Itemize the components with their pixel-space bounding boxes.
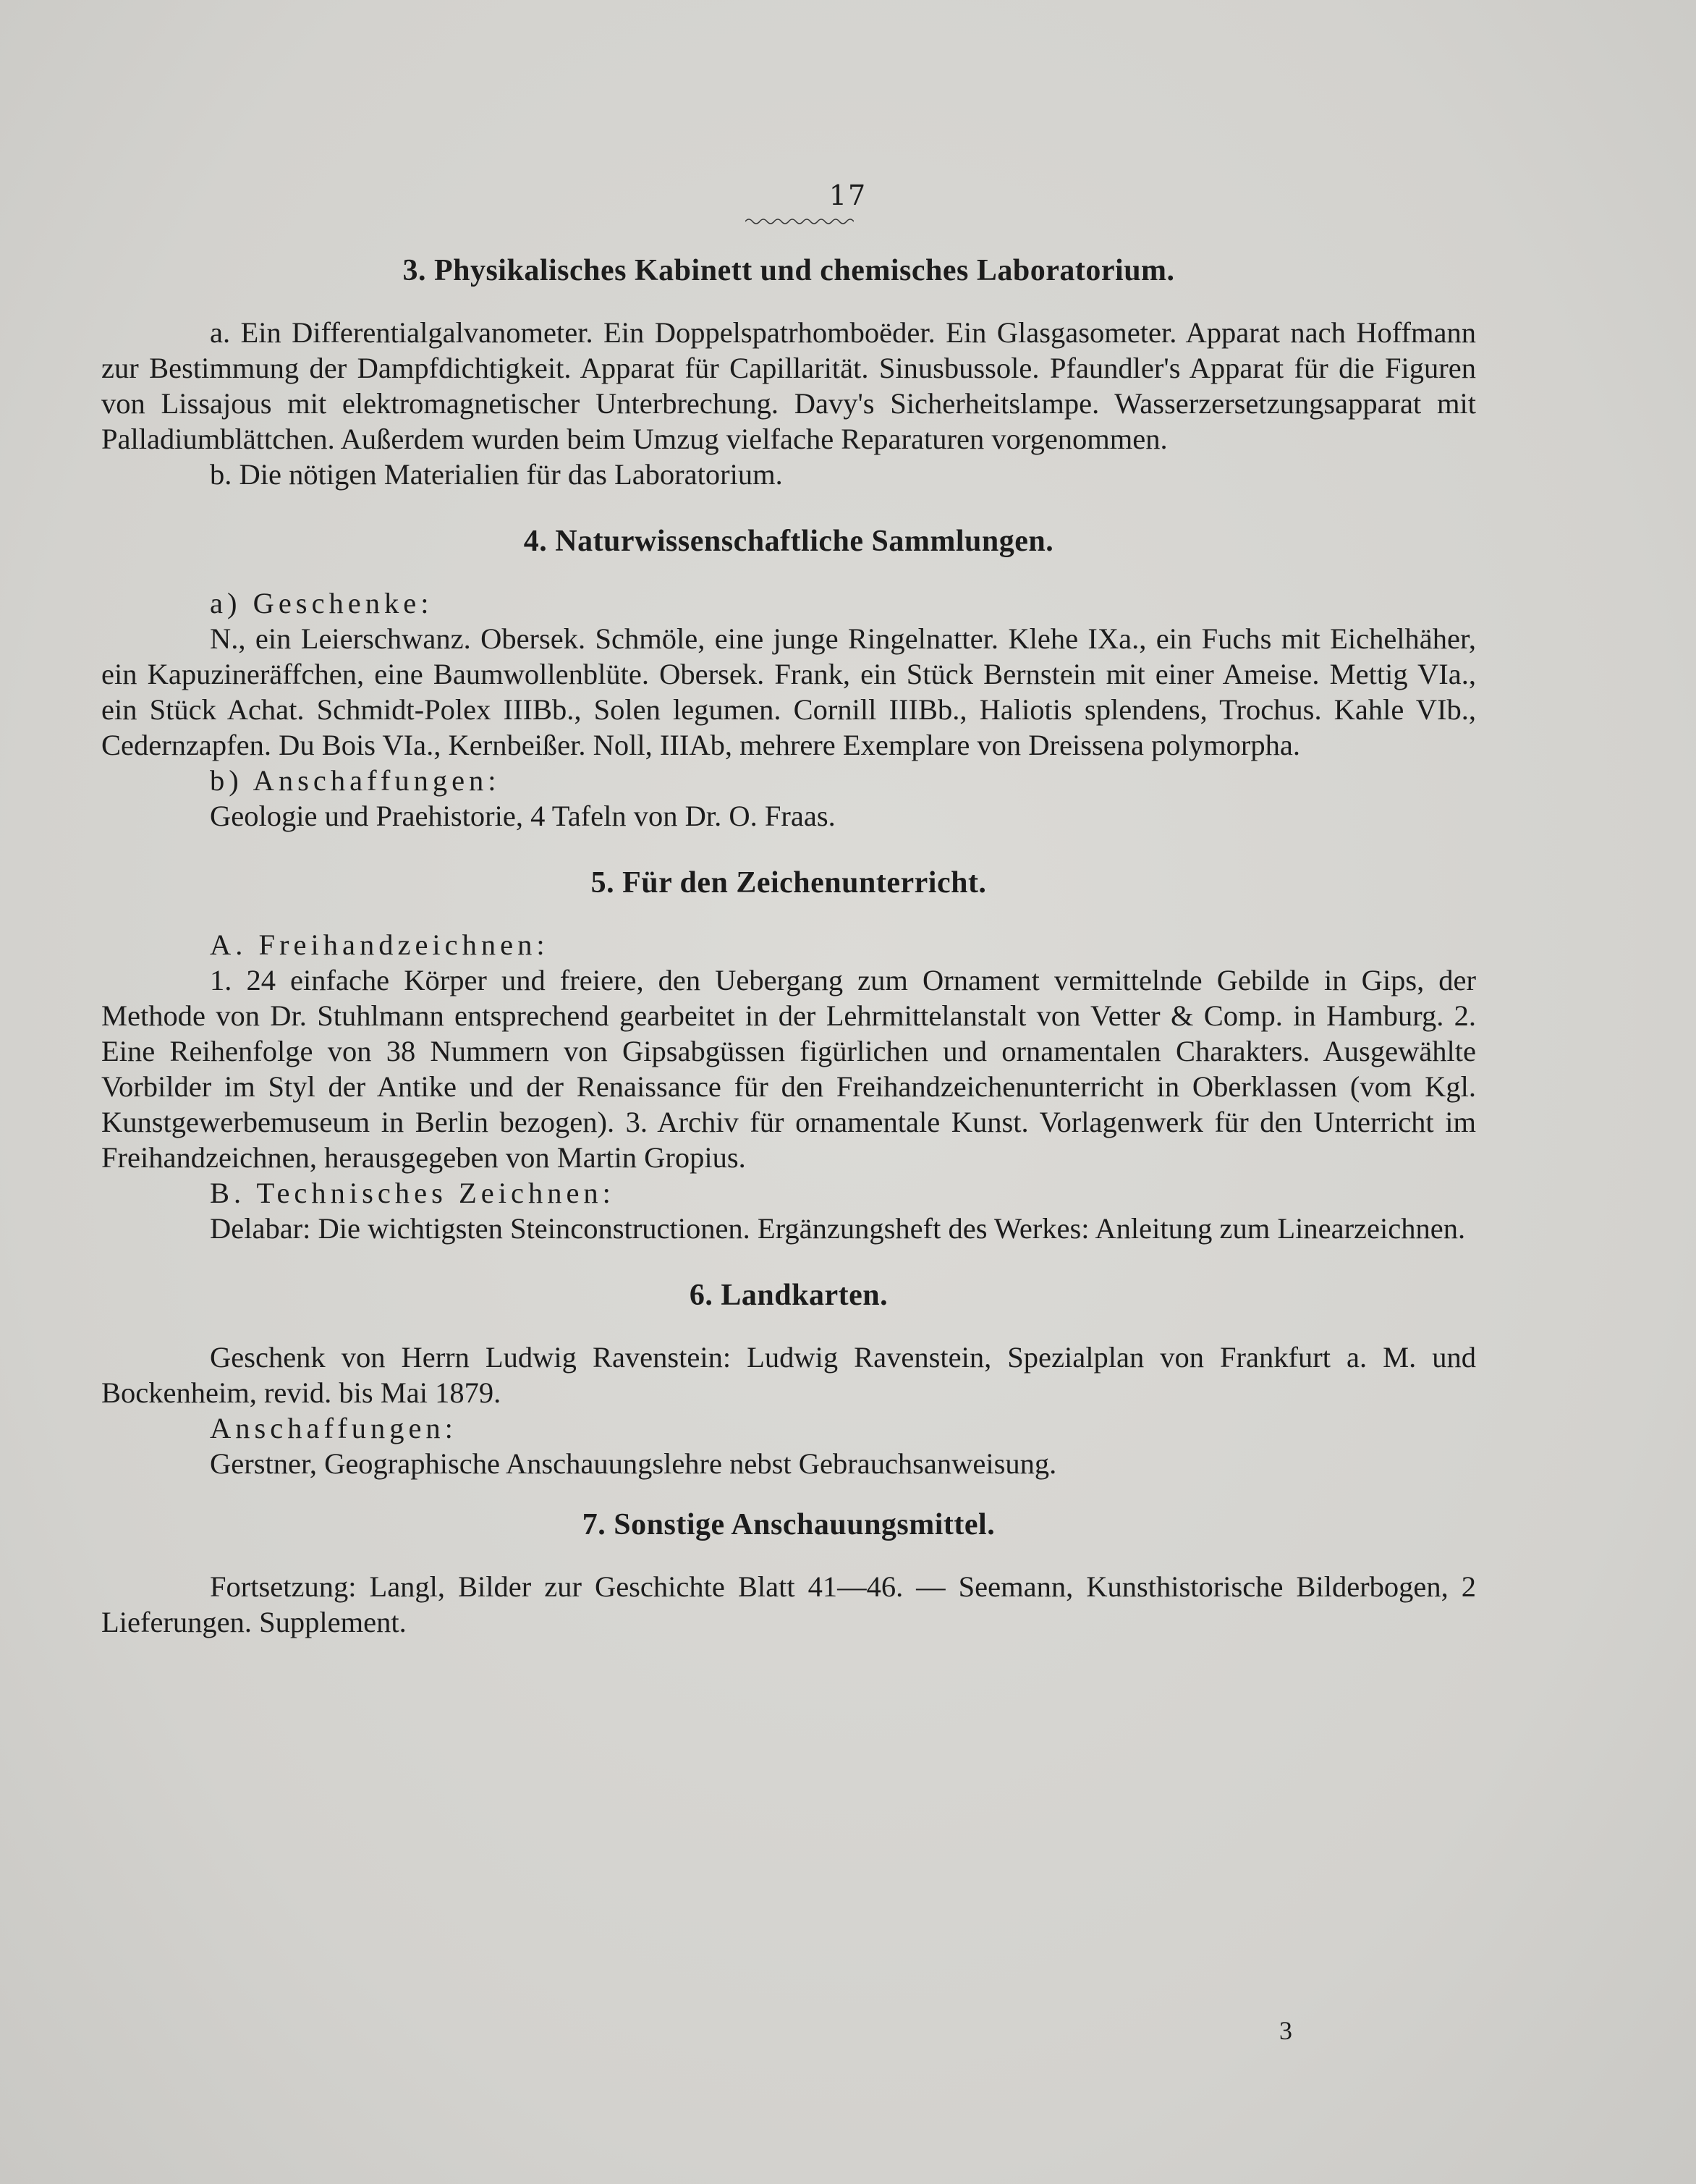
paragraph-freehand: 1. 24 einfache Körper und freiere, den Uebergang zum Ornament vermittelnde Gebilde in Gips, der Methode von Dr. Stuhlmann entsprechend gearbeitet in der Lehrmittelanstalt von Vetter & Comp. in Hamburg. 2. Eine Reihenfolge von 38 Nummern von Gipsabgüssen figürlichen und ornamentalen Charakters. Ausgewählte Vorbilder im Styl der Antike und der Renaissance für den Freihandzeichenunterricht in Oberklassen (vom Kgl. Kunstgewerbemuseum in Berlin bezogen). 3. Archiv für ornamentale Kunst. Vorlagenwerk für den Unterricht im Freihandzeichnen, herausgegeben von Martin Gropius. xyxy=(101,964,1476,1174)
page-number: 17 xyxy=(828,179,868,211)
section-heading-nature: 4. Naturwissenschaftliche Sammlungen. xyxy=(523,525,1054,558)
ornamental-rule xyxy=(745,217,854,226)
label-gifts: a) Geschenke: xyxy=(210,587,433,619)
paragraph-physics-b: b. Die nötigen Materialien für das Laboratorium. xyxy=(210,458,783,491)
section-heading-drawing: 5. Für den Zeichenunterricht. xyxy=(590,866,987,900)
label-freehand: A. Freihandzeichnen: xyxy=(210,928,549,961)
body-text xyxy=(101,253,1476,1640)
section-heading-other: 7. Sonstige Anschauungsmittel. xyxy=(582,1508,996,1541)
paragraph-other: Fortsetzung: Langl, Bilder zur Geschichte Blatt 41—46. — Seemann, Kunsthistorische Bilderbogen, 2 Lieferungen. Supplement. xyxy=(101,1570,1476,1638)
paragraph-physics-a: a. Ein Differentialgalvanometer. Ein Doppelspatrhomboëder. Ein Glasgasometer. Apparat nach Hoffmann zur Bestimmung der Dampfdichtigkeit. Apparat für Capillarität. Sinusbussole. Pfaundler's Apparat für die Figuren von Lissajous mit elektromagnetischer Unterbrechung. Davy's Sicherheitslampe. Wasserzersetzungsapparat mit Palladiumblättchen. Außerdem wurden beim Umzug vielfache Reparaturen vorgenommen. xyxy=(101,316,1476,455)
paragraph-technical: Delabar: Die wichtigsten Steinconstructionen. Ergänzungsheft des Werkes: Anleitung zum Linearzeichnen. xyxy=(210,1212,1466,1245)
signature-mark: 3 xyxy=(1279,2016,1292,2045)
paragraph-maps-acquisitions: Gerstner, Geographische Anschauungslehre nebst Gebrauchsanweisung. xyxy=(210,1447,1057,1480)
paragraph-maps-gift: Geschenk von Herrn Ludwig Ravenstein: Ludwig Ravenstein, Spezialplan von Frankfurt a. M. und Bockenheim, revid. bis Mai 1879. xyxy=(101,1341,1476,1409)
paragraph-gifts: N., ein Leierschwanz. Obersek. Schmöle, eine junge Ringelnatter. Klehe IXa., ein Fuchs mit Eichelhäher, ein Kapuzineräffchen, eine Baumwollenblüte. Obersek. Frank, ein Stück Bernstein mit einer Ameise. Mettig VIa., ein Stück Achat. Schmidt-Polex IIIBb., Solen legumen. Cornill IIIBb., Haliotis splendens, Trochus. Kahle VIb., Cedernzapfen. Du Bois VIa., Kernbeißer. Noll, IIIAb, mehrere Exemplare von Dreissena polymorpha. xyxy=(101,622,1476,761)
section-heading-maps: 6. Landkarten. xyxy=(689,1279,889,1312)
label-acquisitions: b) Anschaffungen: xyxy=(210,764,501,797)
label-maps-acquisitions: Anschaffungen: xyxy=(210,1412,457,1444)
section-heading-physics: 3. Physikalisches Kabinett und chemisches Laboratorium. xyxy=(402,254,1175,287)
label-technical: B. Technisches Zeichnen: xyxy=(210,1177,615,1209)
paragraph-acquisitions: Geologie und Praehistorie, 4 Tafeln von Dr. O. Fraas. xyxy=(210,800,836,832)
